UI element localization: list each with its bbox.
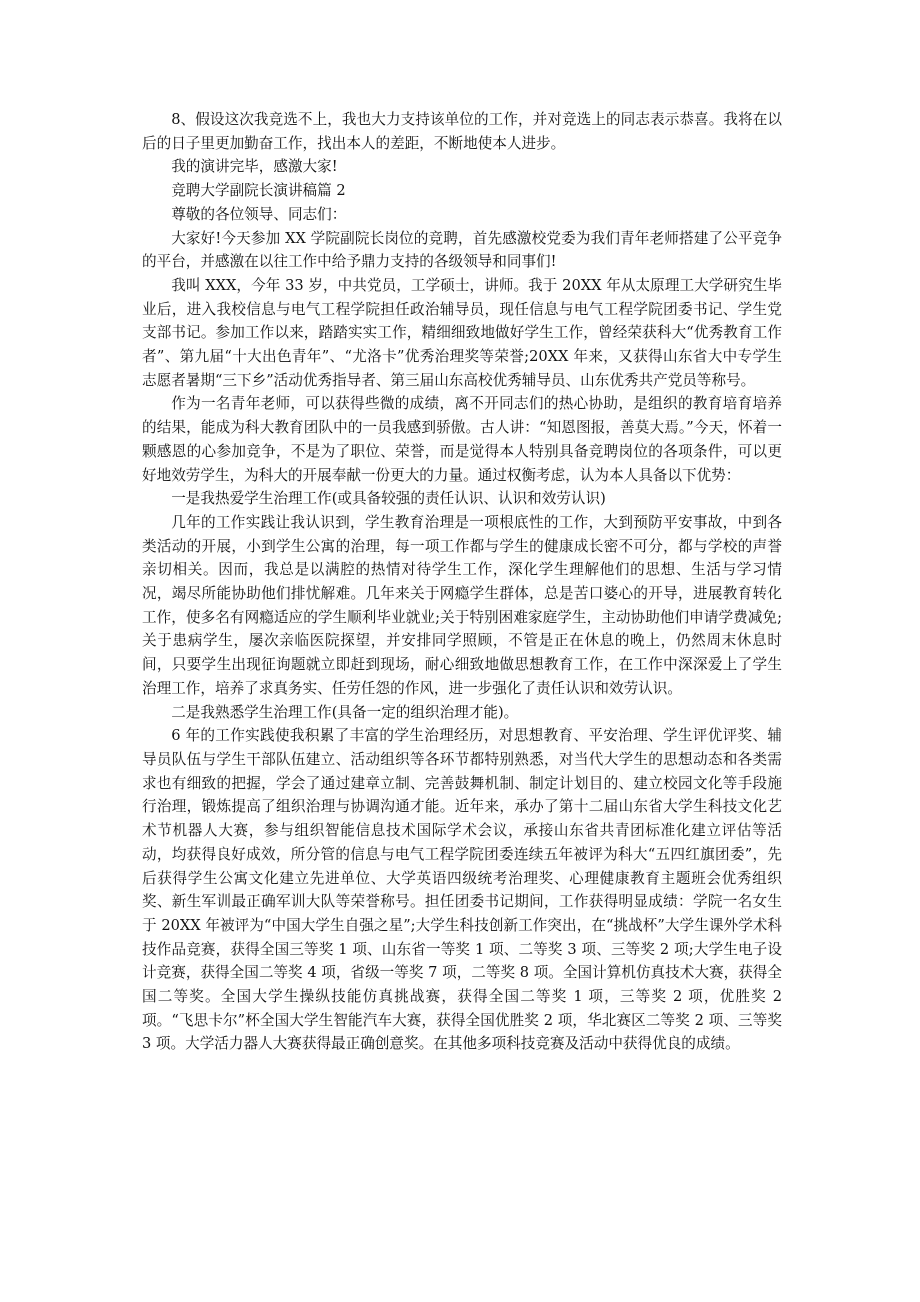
paragraph-thanks: 我的演讲完毕，感激大家! — [171, 158, 338, 176]
paragraph-gratitude: 作为一名青年老师，可以获得些微的成绩，离不开同志们的热心协助，是组织的教育培育培养的结果，能成为科大教育团队中的一员我感到骄傲。古人讲：“知恩图报，善莫大焉。”今天，怀着一颗感恩的心参加竞争，不是为了职位、荣誉，而是觉得本人特别具备竞聘岗位的各项条件，可以更好地效劳学生，为科大的开展奉献一份更大的力量。通过权衡考虑，认为本人具备以下优势： — [142, 395, 782, 484]
salutation: 尊敬的各位领导、同志们： — [171, 205, 347, 223]
paragraph-self-intro: 我叫 XXX，今年 33 岁，中共党员，工学硕士，讲师。我于 20XX 年从太原理工大学研究生毕业后，进入我校信息与电气工程学院担任政治辅导员，现任信息与电气工程学院团委书记、学生党支部书记。参加工作以来，踏踏实实工作，精细细致地做好学生工作，曾经荣获科大“优秀教育工作者”、第九届“十大出色青年”、“尤洛卡”优秀治理奖等荣誉;20XX 年来，又获得山东省大中专学生志愿者暑期“三下乡”活动优秀指导者、第三届山东高校优秀辅导员、山东优秀共产党员等称号。 — [142, 276, 782, 389]
paragraph-greeting: 大家好!今天参加 XX 学院副院长岗位的竞聘，首先感激校党委为我们青年老师搭建了公平竞争的平台，并感激在以往工作中给予鼎力支持的各级领导和同事们! — [142, 229, 782, 271]
document-page — [142, 108, 782, 1056]
paragraph-advantage-1-detail: 几年的工作实践让我认识到，学生教育治理是一项根底性的工作，大到预防平安事故，中到各类活动的开展，小到学生公寓的治理，每一项工作都与学生的健康成长密不可分，都与学校的声誉亲切相关。因而，我总是以满腔的热情对待学生工作，深化学生理解他们的思想、生活与学习情况，竭尽所能协助他们排忧解难。几年来关于网瘾学生群体，总是苦口婆心的开导，进展教育转化工作，使多名有网瘾适应的学生顺利毕业就业;关于特别困难家庭学生，主动协助他们申请学费减免;关于患病学生，屡次亲临医院探望，并安排同学照顾，不管是正在休息的晚上，仍然周末休息时间，只要学生出现征询题就立即赶到现场，耐心细致地做思想教育工作，在工作中深深爱上了学生治理工作，培养了求真务实、任劳任怨的作风，进一步强化了责任认识和效劳认识。 — [142, 513, 782, 697]
heading-advantage-1: 一是我热爱学生治理工作(或具备较强的责任认识、认识和效劳认识) — [171, 490, 606, 508]
paragraph-advantage-2-detail: 6 年的工作实践使我积累了丰富的学生治理经历，对思想教育、平安治理、学生评优评奖、辅导员队伍与学生干部队伍建立、活动组织等各环节都特别熟悉，对当代大学生的思想动态和各类需求也有细致的把握，学会了通过建章立制、完善鼓舞机制、制定计划目的、建立校园文化等手段施行治理，锻炼提高了组织治理与协调沟通才能。近年来，承办了第十二届山东省大学生科技文化艺术节机器人大赛，参与组织智能信息技术国际学术会议，承接山东省共青团标准化建立评估等活动，均获得良好成效，所分管的信息与电气工程学院团委连续五年被评为科大“五四红旗团委”，先后获得学生公寓文化建立先进单位、大学英语四级统考治理奖、心理健康教育主题班会优秀组织奖、新生军训最正确军训大队等荣誉称号。担任团委书记期间，工作获得明显成绩：学院一名女生于 20XX 年被评为“中国大学生自强之星”;大学生科技创新工作突出，在“挑战杯”大学生课外学术科技作品竞赛，获得全国三等奖 1 项、山东省一等奖 1 项、二等奖 3 项、三等奖 2 项;大学生电子设计竞赛，获得全国二等奖 4 项，省级一等奖 7 项，二等奖 8 项。全国计算机仿真技术大赛，获得全国二等奖。全国大学生操纵技能仿真挑战赛，获得全国二等奖 1 项，三等奖 2 项，优胜奖 2 项。“飞思卡尔”杯全国大学生智能汽车大赛，获得全国优胜奖 2 项，华北赛区二等奖 2 项、三等奖 3 项。大学活力器人大赛获得最正确创意奖。在其他多项科技竞赛及活动中获得优良的成绩。 — [142, 727, 782, 1053]
section-title: 竞聘大学副院长演讲稿篇 2 — [171, 182, 346, 200]
paragraph-closing-point-8: 8、假设这次我竞选不上，我也大力支持该单位的工作，并对竞选上的同志表示恭喜。我将在以后的日子里更加勤奋工作，找出本人的差距，不断地使本人进步。 — [142, 111, 782, 152]
heading-advantage-2: 二是我熟悉学生治理工作(具备一定的组织治理才能)。 — [171, 703, 519, 721]
